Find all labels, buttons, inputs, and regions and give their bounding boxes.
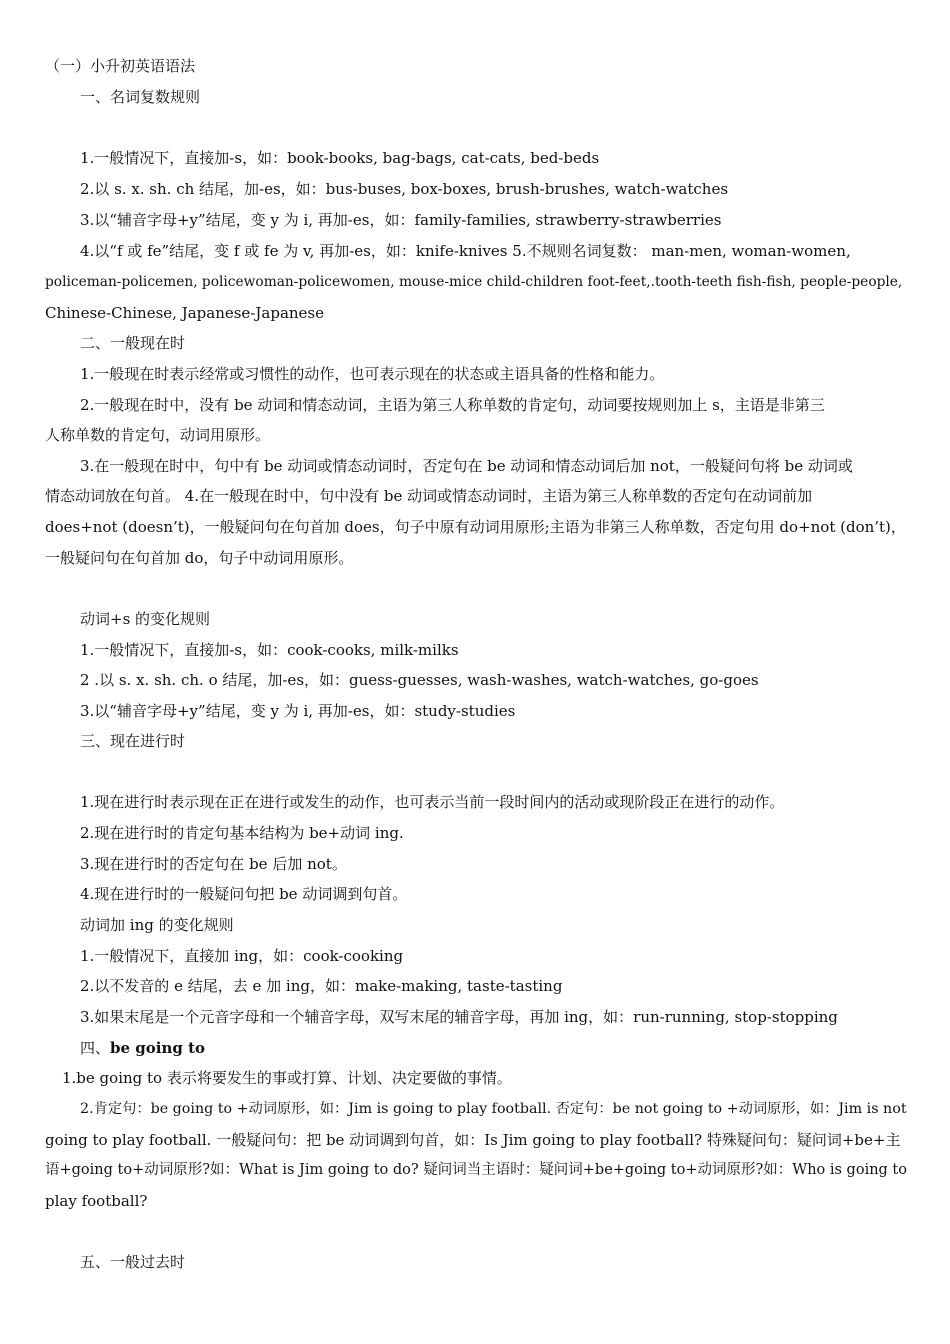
- verb-ing-rules-heading: 动词加 ing 的变化规则: [80, 916, 234, 934]
- verb-s-rule-3: 3.以“辅音字母+y”结尾，变 y 为 i, 再加-es，如：study-studies: [80, 702, 516, 720]
- section-heading-bold-text: be going to: [110, 1039, 206, 1057]
- present-continuous-p4: 4.现在进行时的一般疑问句把 be 动词调到句首。: [80, 885, 408, 903]
- document-title: （一）小升初英语语法: [45, 57, 196, 75]
- section-heading-present-continuous: 三、现在进行时: [80, 732, 186, 750]
- be-going-to-p2-line-1: 2.肯定句：be going to +动词原形，如：Jim is going to play football. 否定句：be not going to +动词原形，如：Jim is not: [80, 1101, 907, 1117]
- noun-rule-3: 3.以“辅音字母+y”结尾，变 y 为 i, 再加-es，如：family-families, strawberry-strawberries: [80, 211, 722, 229]
- simple-present-p3-line-3: does+not (doesn’t)，一般疑问句在句首加 does，句子中原有动词用原形;主语为非第三人称单数，否定句用 do+not (don’t)，: [45, 518, 906, 536]
- be-going-to-p2-line-2: going to play football. 一般疑问句：把 be 动词调到句首，如：Is Jim going to play football? 特殊疑问句：疑问词+be+主: [45, 1131, 901, 1149]
- section-heading-be-going-to: [80, 1038, 205, 1058]
- verb-s-rule-2: 2 .以 s. x. sh. ch. o 结尾，加-es，如：guess-guesses, wash-washes, watch-watches, go-goes: [80, 671, 759, 689]
- be-going-to-p1: 1.be going to 表示将要发生的事或打算、计划、决定要做的事情。: [62, 1069, 512, 1087]
- verb-s-rule-1: 1.一般情况下，直接加-s，如：cook-cooks, milk-milks: [80, 641, 459, 659]
- noun-rule-4-line-1: 4.以“f 或 fe”结尾，变 f 或 fe 为 v, 再加-es，如：knife-knives 5.不规则名词复数： man-men, woman-women,: [80, 242, 851, 260]
- present-continuous-p3: 3.现在进行时的否定句在 be 后加 not。: [80, 855, 347, 873]
- present-continuous-p1: 1.现在进行时表示现在正在进行或发生的动作，也可表示当前一段时间内的活动或现阶段正在进行的动作。: [80, 793, 785, 811]
- section-heading-simple-present: 二、一般现在时: [80, 334, 186, 352]
- be-going-to-p2-line-3: 语+going to+动词原形?如：What is Jim going to do? 疑问词当主语时：疑问词+be+going to+动词原形?如：Who is going to: [45, 1162, 907, 1178]
- noun-rule-4-line-2: policeman-policemen, policewoman-policewomen, mouse-mice child-children foot-feet,.tooth-teeth fish-fish, people-people,: [45, 274, 903, 290]
- verb-ing-rule-1: 1.一般情况下，直接加 ing，如：cook-cooking: [80, 947, 404, 965]
- noun-rule-1: 1.一般情况下，直接加-s，如：book-books, bag-bags, cat-cats, bed-beds: [80, 149, 600, 167]
- present-continuous-p2: 2.现在进行时的肯定句基本结构为 be+动词 ing.: [80, 824, 404, 842]
- section-heading-simple-past: 五、一般过去时: [80, 1253, 186, 1271]
- verb-s-rules-heading: 动词+s 的变化规则: [80, 610, 211, 628]
- noun-rule-2: 2.以 s. x. sh. ch 结尾，加-es，如：bus-buses, box-boxes, brush-brushes, watch-watches: [80, 180, 729, 198]
- be-going-to-p2-line-4: play football?: [45, 1192, 148, 1210]
- simple-present-p3-line-2: 情态动词放在句首。 4.在一般现在时中，句中没有 be 动词或情态动词时，主语为第三人称单数的否定句在动词前加: [45, 487, 813, 505]
- verb-ing-rule-3: 3.如果末尾是一个元音字母和一个辅音字母，双写末尾的辅音字母，再加 ing，如：run-running, stop-stopping: [80, 1008, 838, 1026]
- section-heading-prefix: 四、: [80, 1039, 111, 1057]
- noun-rule-4-line-3: Chinese-Chinese, Japanese-Japanese: [45, 304, 324, 322]
- simple-present-p1: 1.一般现在时表示经常或习惯性的动作，也可表示现在的状态或主语具备的性格和能力。: [80, 365, 665, 383]
- simple-present-p2-line-1: 2.一般现在时中，没有 be 动词和情态动词，主语为第三人称单数的肯定句，动词要按规则加上 s，主语是非第三: [80, 396, 825, 414]
- simple-present-p2-line-2: 人称单数的肯定句，动词用原形。: [45, 426, 271, 444]
- section-heading-noun-plurals: 一、名词复数规则: [80, 88, 201, 106]
- simple-present-p3-line-4: 一般疑问句在句首加 do，句子中动词用原形。: [45, 549, 354, 567]
- simple-present-p3-line-1: 3.在一般现在时中，句中有 be 动词或情态动词时，否定句在 be 动词和情态动词后加 not，一般疑问句将 be 动词或: [80, 457, 853, 475]
- verb-ing-rule-2: 2.以不发音的 e 结尾，去 e 加 ing，如：make-making, taste-tasting: [80, 977, 563, 995]
